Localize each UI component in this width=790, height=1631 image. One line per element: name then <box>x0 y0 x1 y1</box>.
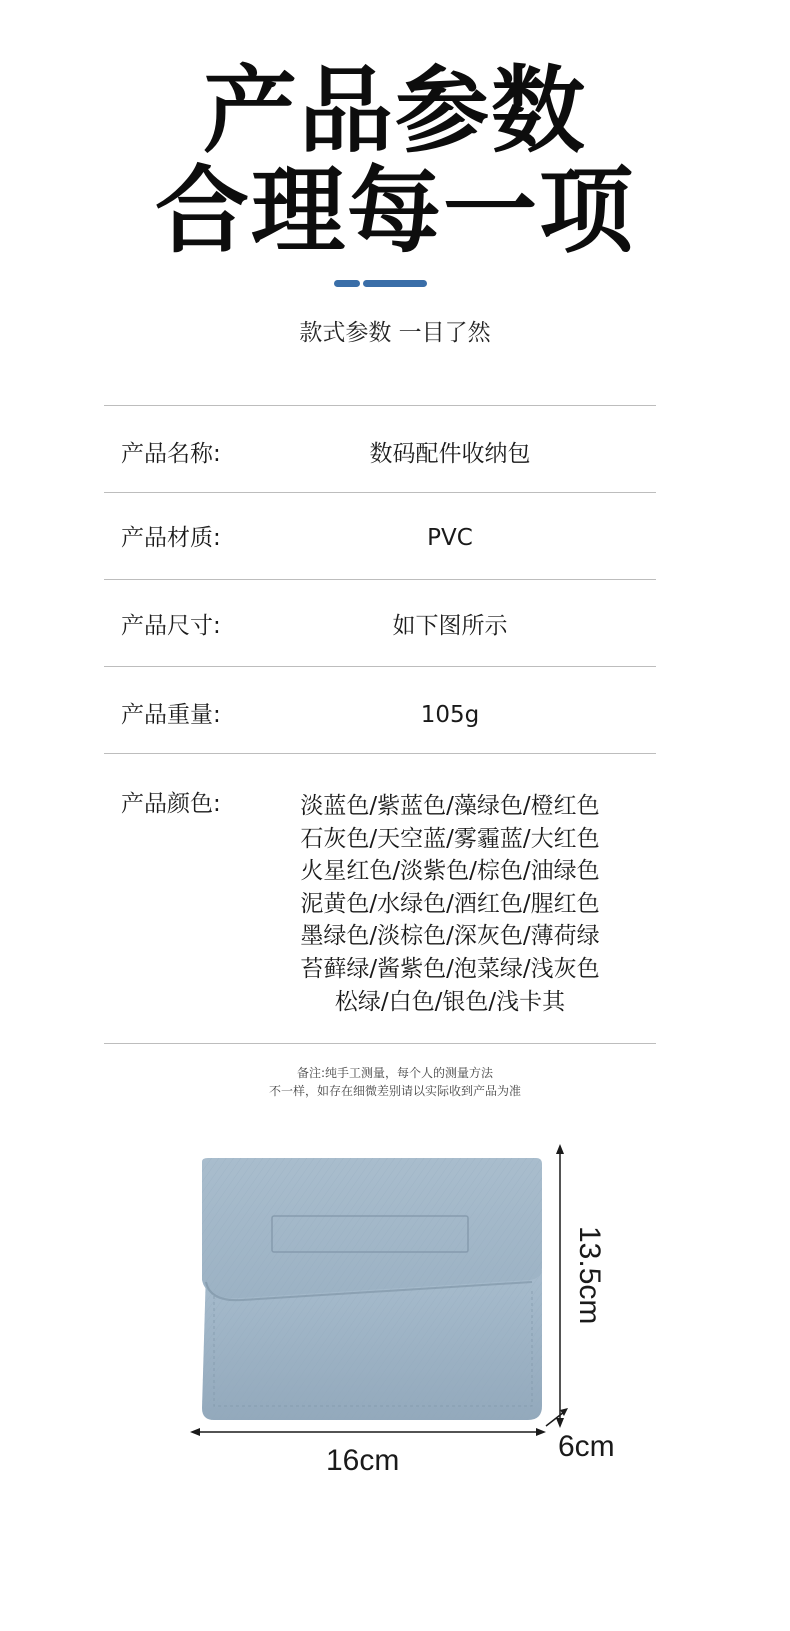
headline-line-1: 产品参数 <box>202 57 587 166</box>
accent-bars <box>334 280 434 287</box>
spec-value-weight: 105g <box>420 702 480 728</box>
spec-value-material: PVC <box>427 525 473 551</box>
table-divider <box>104 579 656 580</box>
color-line: 石灰色/天空蓝/雾霾蓝/大红色 <box>300 825 600 852</box>
pouch-illustration <box>180 1140 640 1480</box>
spec-label-size: 产品尺寸: <box>121 613 221 639</box>
spec-label-weight: 产品重量: <box>121 702 221 728</box>
spec-value-size: 如下图所示 <box>392 613 508 639</box>
spec-label-colors: 产品颜色: <box>121 791 221 817</box>
color-line: 泥黄色/水绿色/酒红色/腥红色 <box>300 890 600 917</box>
table-divider <box>104 492 656 493</box>
spec-value-name: 数码配件收纳包 <box>369 441 531 467</box>
table-divider <box>104 753 656 754</box>
subtitle: 款式参数 一目了然 <box>299 320 491 346</box>
accent-bar-short <box>334 280 360 287</box>
note-line-2: 不一样，如存在细微差别请以实际收到产品为准 <box>268 1084 521 1098</box>
color-list <box>260 790 640 1018</box>
color-line: 淡蓝色/紫蓝色/藻绿色/橙红色 <box>300 793 600 819</box>
table-divider <box>104 1043 656 1044</box>
note-line-1: 备注:纯手工测量，每个人的测量方法 <box>296 1066 494 1080</box>
accent-bar-long <box>363 280 427 287</box>
table-divider <box>104 666 656 667</box>
height-label: 13.5cm <box>573 1226 606 1325</box>
headline-line-2: 合理每一项 <box>154 157 635 266</box>
color-line: 墨绿色/淡棕色/深灰色/薄荷绿 <box>300 923 600 950</box>
spec-label-material: 产品材质: <box>121 525 221 551</box>
table-divider <box>104 405 656 406</box>
product-dimension-diagram <box>180 1140 640 1484</box>
color-line: 苔藓绿/酱紫色/泡菜绿/浅灰色 <box>300 955 600 982</box>
color-line: 松绿/白色/银色/浅卡其 <box>334 988 566 1015</box>
width-label: 16cm <box>326 1444 400 1477</box>
color-line: 火星红色/淡紫色/棕色/油绿色 <box>300 858 600 885</box>
spec-label-name: 产品名称: <box>121 441 221 467</box>
depth-label: 6cm <box>558 1430 615 1463</box>
